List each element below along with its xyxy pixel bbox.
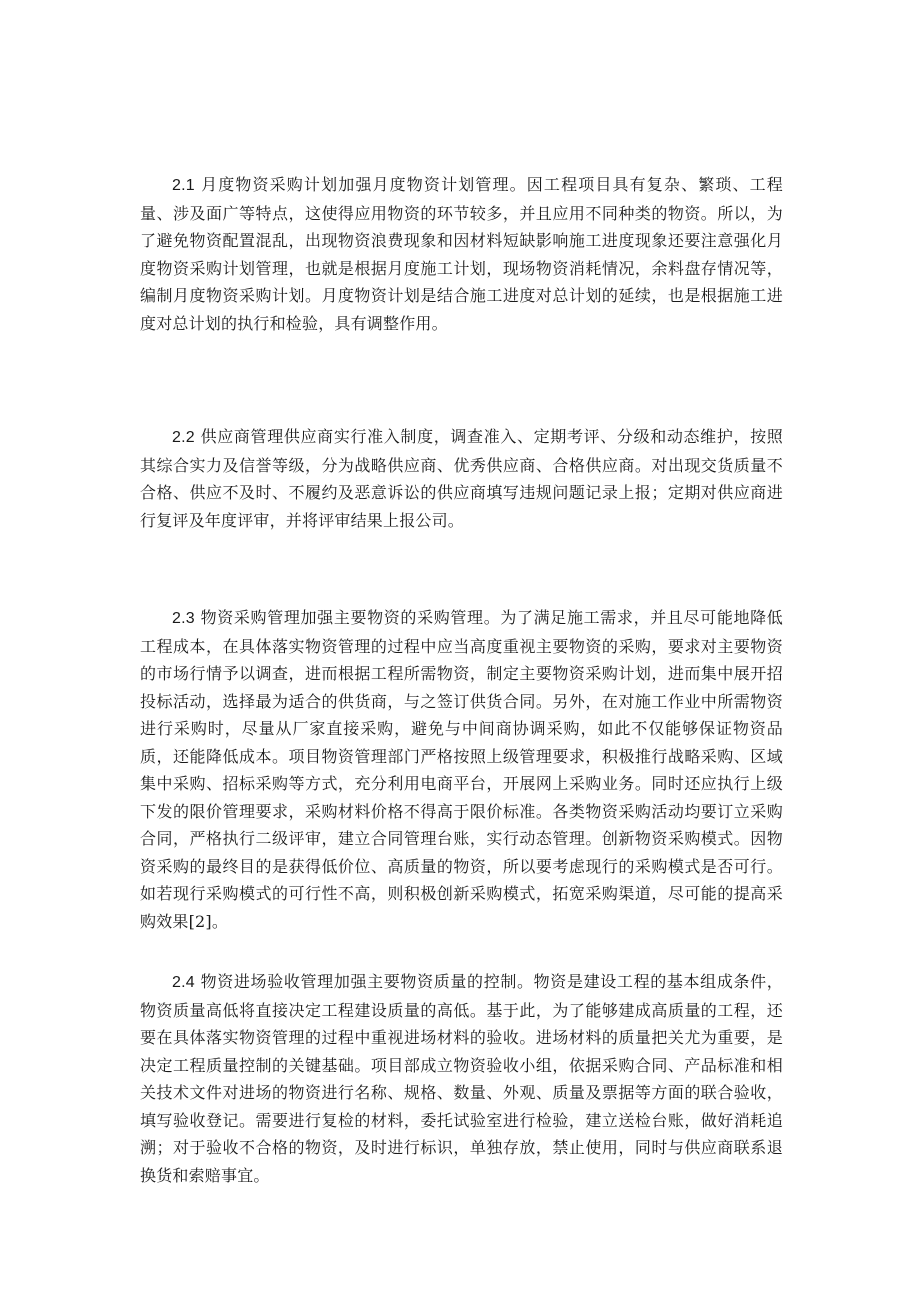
- section-number: 2.1: [172, 177, 195, 194]
- paragraph-2-1: [140, 171, 783, 337]
- section-number: 2.3: [172, 610, 195, 627]
- paragraph-2-3: [140, 604, 783, 935]
- section-number: 2.2: [172, 429, 195, 446]
- paragraph-2-4: [140, 968, 783, 1189]
- section-number: 2.4: [172, 974, 195, 991]
- paragraph-text: 供应商管理供应商实行准入制度，调查准入、定期考评、分级和动态维护，按照其综合实力及信誉等级，分为战略供应商、优秀供应商、合格供应商。对出现交货质量不合格、供应不及时、不履约及恶意诉讼的供应商填写违规问题记录上报；定期对供应商进行复评及年度评审，并将评审结果上报公司。: [140, 427, 783, 530]
- paragraph-text: 月度物资采购计划加强月度物资计划管理。因工程项目具有复杂、繁琐、工程量、涉及面广等特点，这使得应用物资的环节较多，并且应用不同种类的物资。所以，为了避免物资配置混乱，出现物资浪费现象和因材料短缺影响施工进度现象还要注意强化月度物资采购计划管理，也就是根据月度施工计划，现场物资消耗情况，余料盘存情况等，编制月度物资采购计划。月度物资计划是结合施工进度对总计划的延续，也是根据施工进度对总计划的执行和检验，具有调整作用。: [140, 175, 783, 333]
- paragraph-2-2: [140, 423, 783, 534]
- paragraph-text: 物资进场验收管理加强主要物资质量的控制。物资是建设工程的基本组成条件，物资质量高低将直接决定工程建设质量的高低。基于此，为了能够建成高质量的工程，还要在具体落实物资管理的过程中重视进场材料的验收。进场材料的质量把关尤为重要，是决定工程质量控制的关键基础。项目部成立物资验收小组，依据采购合同、产品标准和相关技术文件对进场的物资进行名称、规格、数量、外观、质量及票据等方面的联合验收，填写验收登记。需要进行复检的材料，委托试验室进行检验，建立送检台账，做好消耗追溯；对于验收不合格的物资，及时进行标识，单独存放，禁止使用，同时与供应商联系退换货和索赔事宜。: [140, 972, 783, 1185]
- paragraph-text: 物资采购管理加强主要物资的采购管理。为了满足施工需求，并且尽可能地降低工程成本，在具体落实物资管理的过程中应当高度重视主要物资的采购，要求对主要物资的市场行情予以调查，进而根据工程所需物资，制定主要物资采购计划，进而集中展开招投标活动，选择最为适合的供货商，与之签订供货合同。另外，在对施工作业中所需物资进行采购时，尽量从厂家直接采购，避免与中间商协调采购，如此不仅能够保证物资品质，还能降低成本。项目物资管理部门严格按照上级管理要求，积极推行战略采购、区域集中采购、招标采购等方式，充分利用电商平台，开展网上采购业务。同时还应执行上级下发的限价管理要求，采购材料价格不得高于限价标准。各类物资采购活动均要订立采购合同，严格执行二级评审，建立合同管理台账，实行动态管理。创新物资采购模式。因物资采购的最终目的是获得低价位、高质量的物资，所以要考虑现行的采购模式是否可行。如若现行采购模式的可行性不高，则积极创新采购模式，拓宽采购渠道，尽可能的提高采购效果[2]。: [140, 608, 783, 931]
